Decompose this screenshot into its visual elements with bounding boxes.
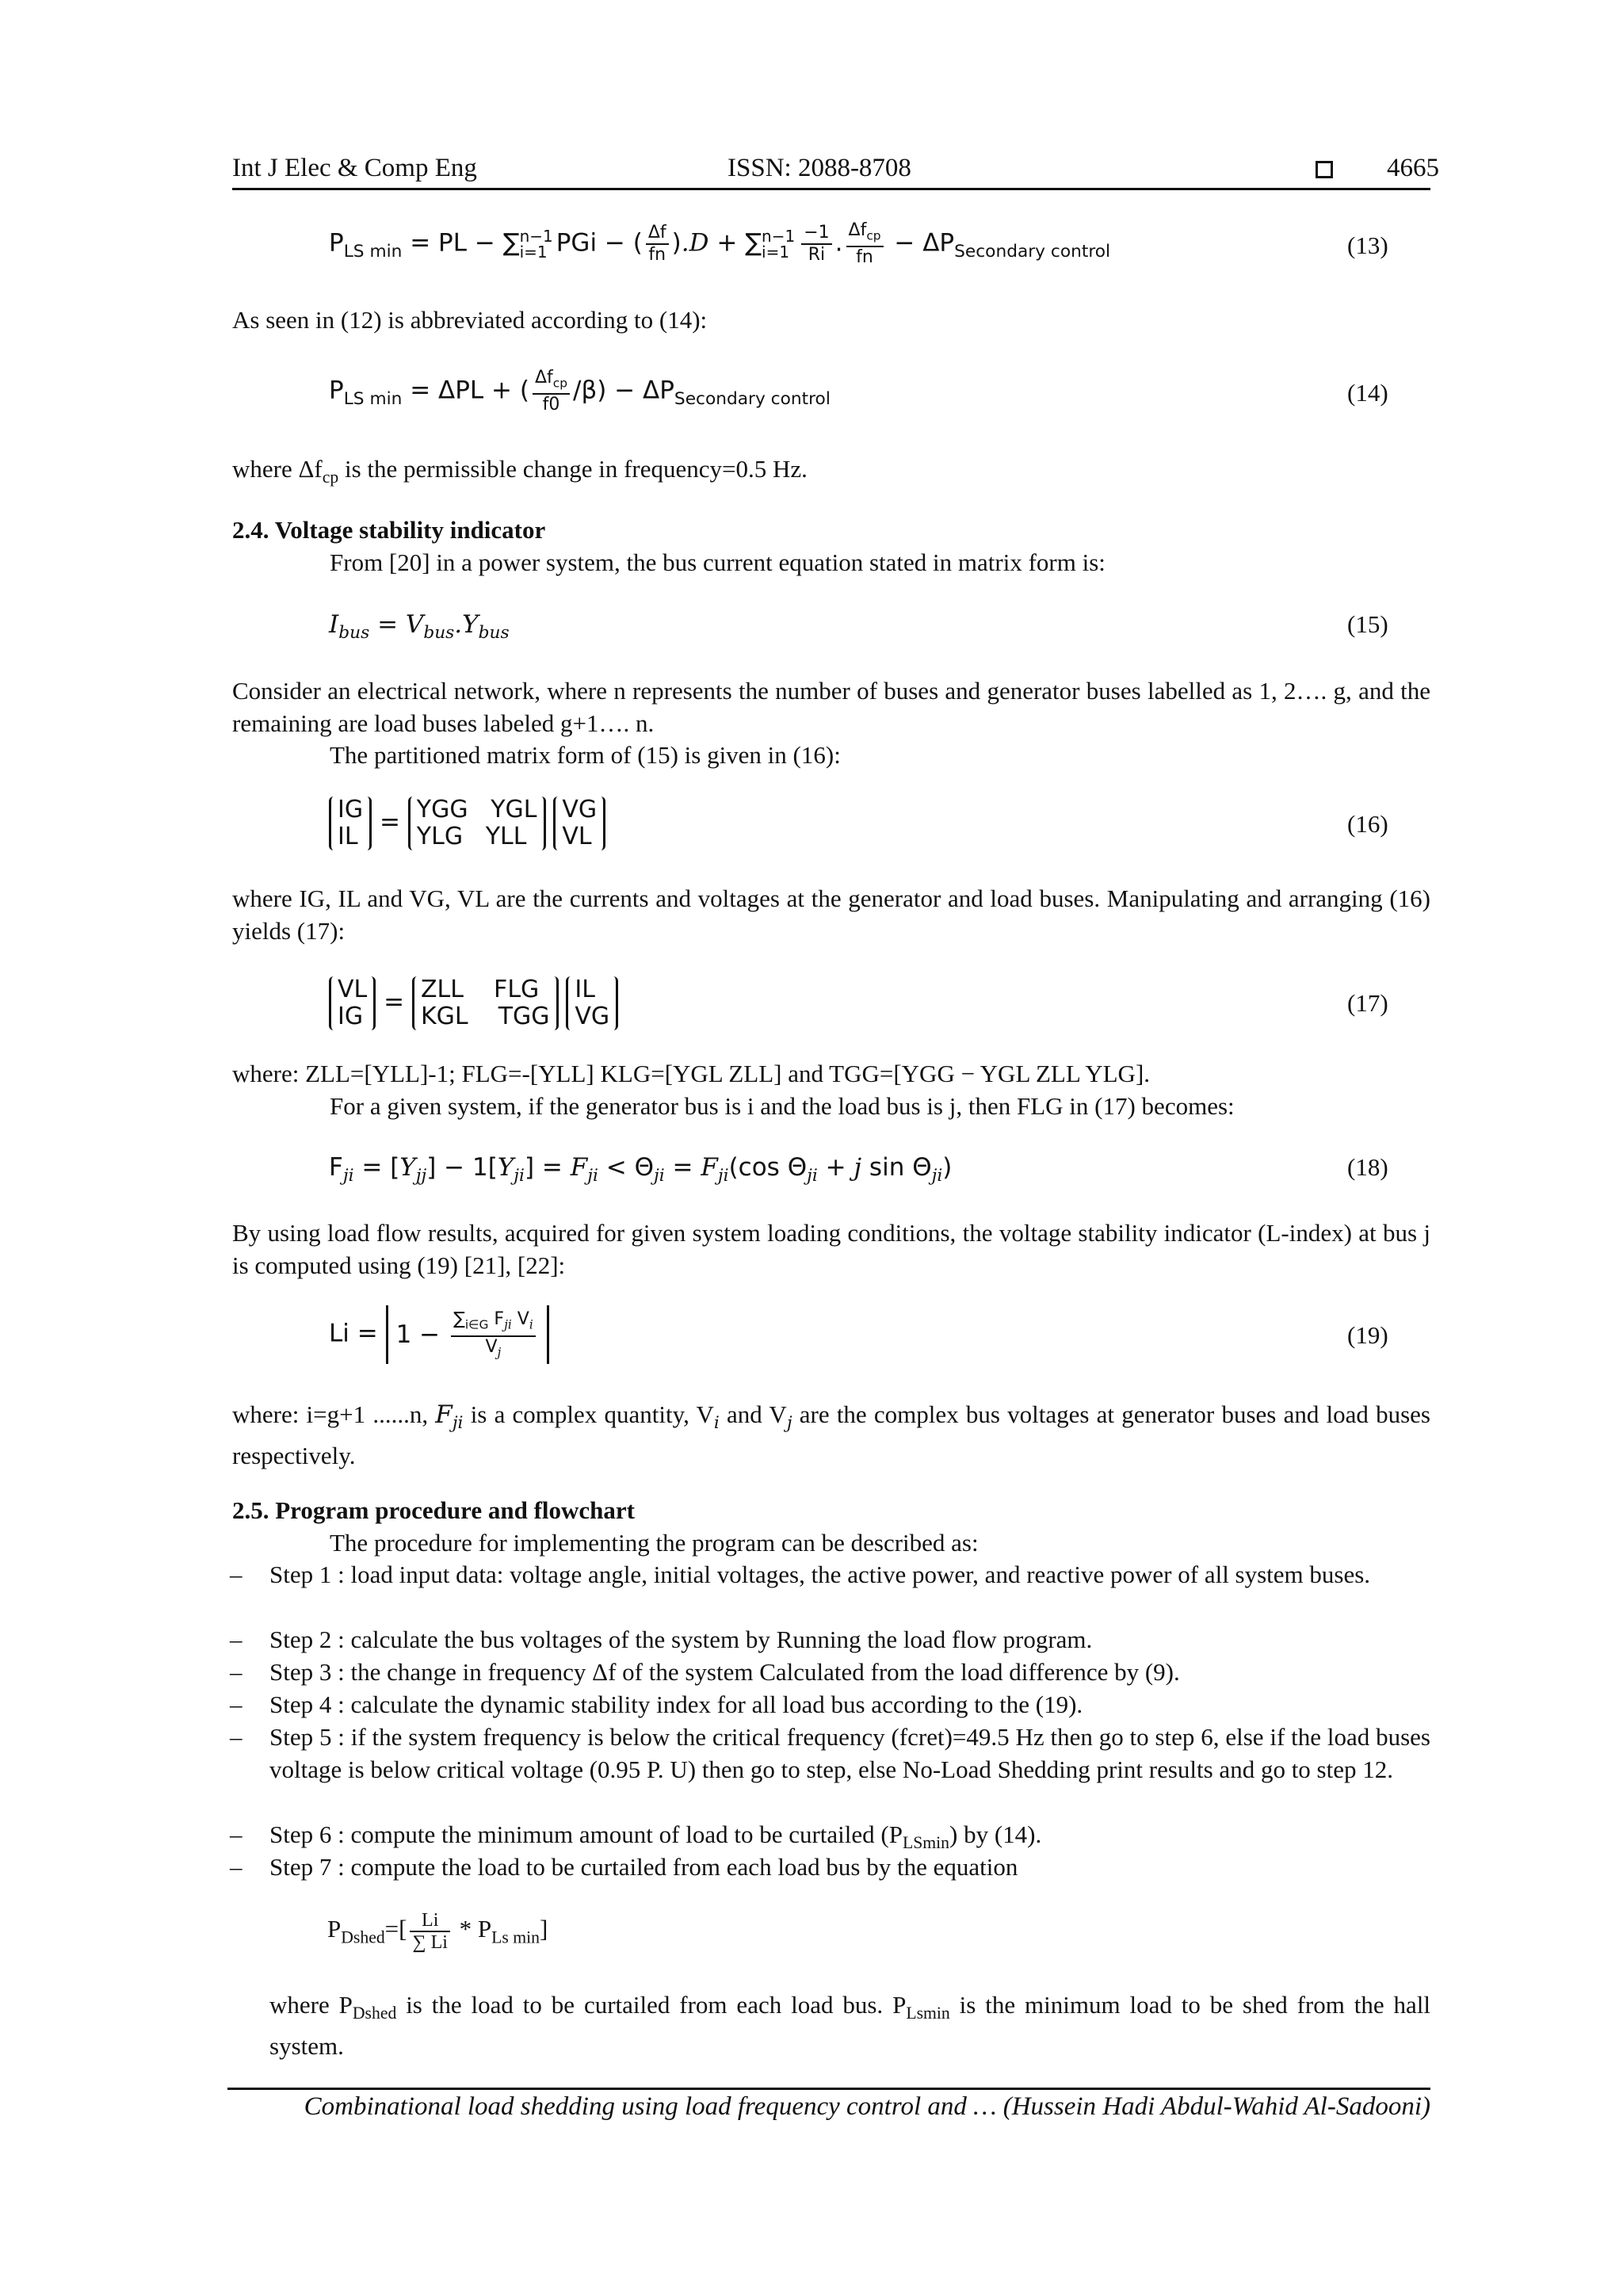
list-item: – Step 5 : if the system frequency is below the critical frequency (fcret)=49.5 Hz then go to step 6, else if the load buses voltage is below critical voltage (0.95 P. U) then go to step, else No-Load Shedding print results and go to step 12.: [269, 1721, 1430, 1786]
list-dash: –: [230, 1626, 242, 1653]
equation-number: (13): [1347, 231, 1388, 259]
list-item: – Step 7 : compute the load to be curtailed from each load bus by the equation: [269, 1851, 1430, 1883]
equation-15: $I_{bus} = V_{bus}.Y_{bus}$: [329, 610, 510, 644]
page-number: 4665: [1387, 154, 1439, 182]
equation-number: (14): [1347, 379, 1388, 407]
header-rule: [232, 188, 1430, 190]
list-dash: –: [230, 1658, 242, 1686]
equation-number: (18): [1347, 1153, 1388, 1181]
section-heading: 2.5. Program procedure and flowchart: [232, 1496, 636, 1524]
list-dash: –: [230, 1561, 242, 1588]
paragraph: The partitioned matrix form of (15) is given in (16):: [330, 741, 841, 769]
section-heading: 2.4. Voltage stability indicator: [232, 516, 546, 544]
list-dash: –: [230, 1723, 242, 1751]
list-item: – Step 3 : the change in frequency Δf of the system Calculated from the load difference by (9).: [269, 1656, 1430, 1688]
paragraph: where $\Delta f_{cp}$ is the permissible change in frequency=0.5 Hz.: [232, 455, 808, 487]
equation-16: IG IL = YGG YGL YLG YLL VG VL: [329, 797, 605, 850]
list-item: – Step 2 : calculate the bus voltages of the system by Running the load flow program.: [269, 1623, 1430, 1656]
equation-19: Li = 1 − $\frac{\sum_{i\in G} F_{ji} V_i}{V_j}$: [329, 1305, 549, 1364]
list-item: – Step 4 : calculate the dynamic stability index for all load bus according to the (19).: [269, 1688, 1430, 1721]
equation-number: (16): [1347, 810, 1388, 838]
running-title: Combinational load shedding using load frequency control and … (Hussein Hadi Abdul-Wahid Al-Sadooni): [304, 2092, 1430, 2121]
paragraph: For a given system, if the generator bus is i and the load bus is j, then FLG in (17) becomes:: [330, 1092, 1235, 1120]
list-dash: –: [230, 1820, 242, 1848]
paragraph: As seen in (12) is abbreviated according to (14):: [232, 306, 708, 334]
paragraph: where: ZLL=[YLL]-1; FLG=-[YLL] KLG=[YGL ZLL] and TGG=[YGG − YGL ZLL YLG].: [232, 1060, 1151, 1087]
footer-rule: [227, 2088, 1430, 2090]
equation-18: $F_{ji} = [Y_{jj}] - 1[Y_{ji}] = F_{ji} < \Theta_{ji} = F_{ji}(\cos$ $\Theta_{ji} + j$ $\sin \Theta_{ji}$): [329, 1153, 953, 1186]
paragraph: The procedure for implementing the program can be described as:: [330, 1529, 979, 1557]
paragraph: where $P_{Dshed}$ is the load to be curtailed from each load bus. $P_{Lsmin}$ is the minimum load to be shed from the hall system.: [269, 1991, 1430, 2061]
equation-number: (17): [1347, 989, 1388, 1017]
paragraph: By using load flow results, acquired for given system loading conditions, the voltage stability indicator (L-index) at bus j is computed using (19) [21], [22]:: [232, 1219, 1430, 1279]
list-dash: –: [230, 1853, 242, 1881]
paragraph: where: i=g+1 ......n, $F_{ji}$ is a complex quantity, $V_i$ and $V_j$ are the complex bus voltages at generator buses and load buses respectively.: [232, 1400, 1430, 1470]
paragraph: From [20] in a power system, the bus current equation stated in matrix form is:: [330, 548, 1106, 576]
list-dash: –: [230, 1690, 242, 1718]
equation-pdshed: $P_{Dshed}=$[ $\frac{Li}{\sum Li}$ * $P_{Ls min}$]: [327, 1910, 548, 1953]
equation-17: VL IG = ZLL FLG KGL TGG IL VG: [329, 976, 618, 1030]
equation-14: $P_{LS min} = \Delta PL$ + ( $\frac{\Delta f_{cp}}{f0}$ $/\beta) - \Delta P_{Secondary control}$: [329, 368, 831, 415]
list-item: – Step 6 : compute the minimum amount of load to be curtailed $(P_{LSmin})$ by (14).: [269, 1818, 1430, 1859]
paragraph: where IG, IL and VG, VL are the currents and voltages at the generator and load buses. Manipulating and arranging (16) yields (17):: [232, 884, 1430, 945]
paragraph: Consider an electrical network, where n represents the number of buses and generator buses labelled as 1, 2…. g, and the remaining are load buses labeled g+1…. n.: [232, 677, 1430, 737]
equation-number: (15): [1347, 610, 1388, 638]
equation-13: $P_{LS min}$ = PL − ∑n−1 i=1 PGi − ( $\frac{\Delta f}{fn}$ ).D + ∑n−1 i=1 $\frac{-1}{Ri}$ . $\frac{\Delta f_{cp}}{fn}$ − $\Delta P_{Secondary control}$: [329, 220, 1111, 268]
issn: ISSN: 2088-8708: [727, 154, 911, 182]
checkbox-icon: [1316, 154, 1333, 183]
journal-name: Int J Elec & Comp Eng: [232, 154, 477, 182]
equation-number: (19): [1347, 1321, 1388, 1349]
list-item: – Step 1 : load input data: voltage angle, initial voltages, the active power, and reactive power of all system buses.: [269, 1558, 1430, 1591]
